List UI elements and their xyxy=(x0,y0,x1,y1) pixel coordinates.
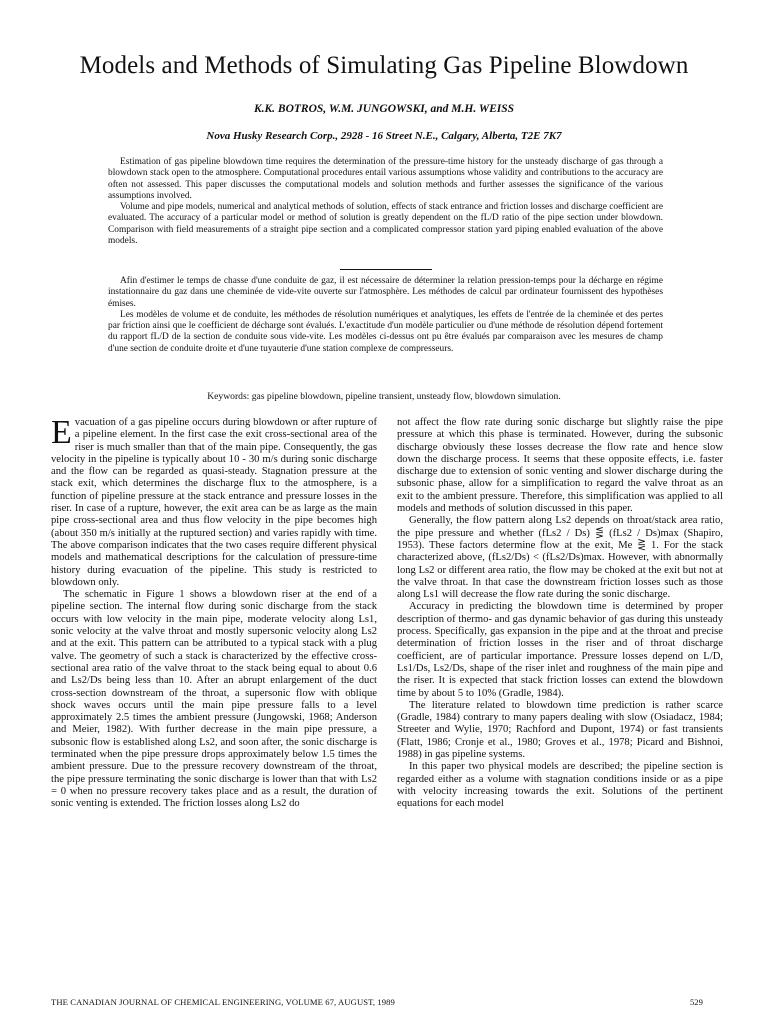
abstract-fr-paragraph-2: Les modèles de volume et de conduite, les méthodes de résolution numériques et analytiques, les effets de l'entrée de la cheminée et des pertes par friction ainsi que le coefficient de décharge sont évalués. L'exactitude d'un modèle particulier ou d'une méthode de résolution dépend fortement du rapport fL/D de la section de conduite sous vide-vite. Les modèles ci-dessus ont pu être évalués par comparaison avec les mesures de champ d'une section de conduite droite et d'une tuyauterie d'une station complexe de compresseurs. xyxy=(108,309,663,354)
paper-title: Models and Methods of Simulating Gas Pipeline Blowdown xyxy=(79,52,689,79)
body-paragraph: Generally, the flow pattern along Ls2 depends on throat/stack area ratio, the pipe pressure and whether (fLs2 / Ds) ⋚ (fLs2 / Ds)max (Shapiro, 1953). These factors determine flow at the exit, Me ⋛ 1. For the stack characterized above, (fLs2/Ds) < (fLs2/Ds)max. However, with abnormally long Ls2 or different area ratio, the flow may be choked at the exit but not at the valve throat. In that case the downstream friction losses such as those along Ls1 will decrease the flow rate during the sonic discharge. xyxy=(397,515,723,601)
body-paragraph: The schematic in Figure 1 shows a blowdown riser at the end of a pipeline section. The internal flow during sonic discharge from the stack occurs with low velocity in the main pipe, moderate velocity along Ls1, sonic velocity at the valve throat and mostly supersonic velocity along Ls2 and at the exit. This pattern can be attributed to a typical stack with a plug valve. The geometry of such a stack is characterized by the effective cross-sectional area ratio of the valve throat to the stack being equal to about 0.6 and Ls2/Ds being less than 10. After an abrupt enlargement of the duct cross-section downstream of the throat, a supersonic flow with oblique shock waves occurs until the main pipe pressure falls to a level approximately 2.5 times the ambient pressure (Jungowski, 1968; Anderson and Meier, 1982). With further decrease in the main pipe pressure, a subsonic flow is established along Ls2, and soon after, the sonic discharge is terminated when the pipe pressure drops approximately below 1.5 times the ambient pressure. Due to the pressure recovery downstream of the throat, the pipe pressure terminating the sonic discharge is lower than that with Ls2 = 0 when no pressure recovery takes place and as a result, the duration of sonic venting is extended. The friction losses along Ls2 do xyxy=(51,589,377,810)
drop-cap: E xyxy=(51,414,72,451)
abstract-english xyxy=(108,157,663,247)
keywords: Keywords: gas pipeline blowdown, pipeline transient, unsteady flow, blowdown simulation. xyxy=(207,391,561,402)
abstract-en-paragraph-1: Estimation of gas pipeline blowdown time requires the determination of the pressure-time history for the unsteady discharge of gas through a blowdown stack open to the atmosphere. Computational procedures entail various assumptions whose validity and contributions to the accuracy are often not assessed. This paper discusses the computational models and solution methods and further assesses the significance of the various assumptions involved. xyxy=(108,157,663,201)
page-number: 529 xyxy=(690,997,703,1007)
body-paragraph: The literature related to blowdown time prediction is rather scarce (Gradle, 1984) contrary to many papers dealing with slow (Osiadacz, 1984; Streeter and Wylie, 1970; Rachford and Dupont, 1974) or fast transients (Flatt, 1986; Cronje et al., 1980; Groves et al., 1978; Picard and Bishnoi, 1988) in gas pipeline systems. xyxy=(397,699,723,761)
abstract-fr-paragraph-1: Afin d'estimer le temps de chasse d'une conduite de gaz, il est nécessaire de déterminer la relation pression-temps pour la décharge en régime instationnaire du gaz dans une cheminée de vide-vite ouverte sur l'atmosphère. Les méthodes de calcul par ordinateur fournissent des hypothèses émises. xyxy=(108,276,663,309)
abstract-en-paragraph-2: Volume and pipe models, numerical and analytical methods of solution, effects of stack entrance and friction losses and discharge coefficient are evaluated. The accuracy of a particular model or method of solution is greatly dependent on the fL/D ratio of the pipe section under blowdown. Comparison with field measurements of a straight pipe section and a complicated compressor station yard piping enabled evaluation of the above models. xyxy=(108,202,663,247)
body-paragraph: not affect the flow rate during sonic discharge but slightly raise the pipe pressure at which this phase is terminated. However, during the subsonic discharge obviously these losses decrease the flow rate and hence slow down the discharge process. It seems that these opposite effects, i.e. faster discharge due to extension of sonic venting and slower discharge during the subsonic phase, allow for a simplification to regard the valve throat as an exit to the ambient pressure. Therefore, this simplification was applied to all models and methods of solution discussed in this paper. xyxy=(397,417,723,515)
journal-footer: THE CANADIAN JOURNAL OF CHEMICAL ENGINEERING, VOLUME 67, AUGUST, 1989 xyxy=(51,997,395,1007)
affiliation: Nova Husky Research Corp., 2928 - 16 Street N.E., Calgary, Alberta, T2E 7K7 xyxy=(206,130,562,142)
body-column-right xyxy=(397,417,723,811)
author-list: K.K. BOTROS, W.M. JUNGOWSKI, and M.H. WEISS xyxy=(253,103,515,115)
abstract-french xyxy=(108,276,663,355)
abstract-divider xyxy=(340,269,432,270)
body-paragraph xyxy=(51,414,377,589)
body-column-left xyxy=(51,414,377,811)
body-paragraph: Accuracy in predicting the blowdown time is determined by proper description of thermo- and gas dynamic behavior of gas during this unsteady process. Specifically, gas expansion in the pipe and at the throat and precise determination of friction losses in the riser and of throat discharge coefficient, are of particular importance. Pressure losses depend on L/D, Ls1/Ds, Ls2/Ds, shape of the riser inlet and roughness of the main pipe and the riser. It is expected that stack friction losses can extend the blowdown time by about 5 to 10% (Gradle, 1984). xyxy=(397,601,723,699)
body-paragraph: In this paper two physical models are described; the pipeline section is regarded either as a volume with stagnation conditions inside or as a pipe with velocity increasing towards the exit. Solutions of the pertinent equations for each model xyxy=(397,761,723,810)
body-text: vacuation of a gas pipeline occurs during blowdown or after rupture of a pipeline element. In the first case the exit cross-sectional area of the riser is much smaller than that of the main pipe. Consequently, the gas velocity in the pipeline is typically about 10 - 30 m/s during sonic discharge and the flow can be regarded as quasi-steady. Stagnation pressure at the stack exit, which determines the discharge flux to the atmosphere, is a function of pipeline pressure at the stack entrance and pressure losses in the riser. In case of a rupture, however, the exit area can be as large as the main pipe cross-sectional area and thus flow velocity in the pipe becomes high (about 350 m/s initially at the ruptured section) and varies rapidly with time. The above comparison indicates that the two cases require different physical models and mathematical descriptions for the calculation of pressure-time history during evacuation of the pipeline. This study is restricted to blowdown only. xyxy=(51,417,377,588)
